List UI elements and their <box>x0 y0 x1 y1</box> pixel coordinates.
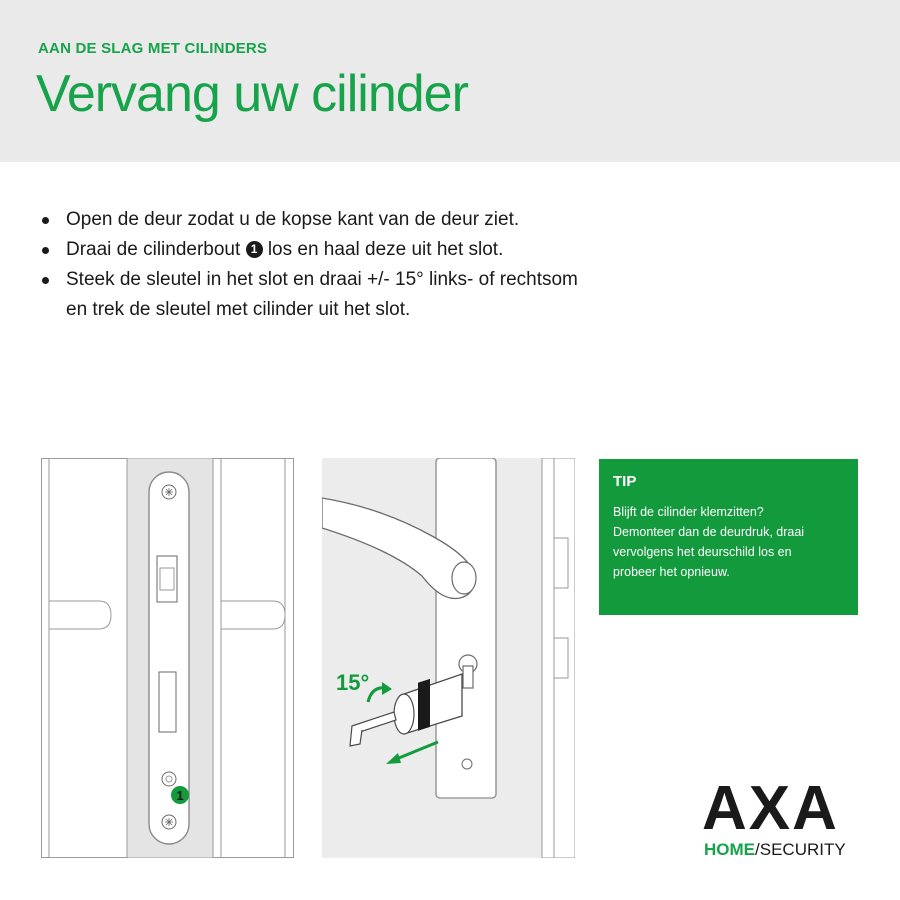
logo-security-text: SECURITY <box>759 840 846 859</box>
step-3-text-line1: Steek de sleutel in het slot en draai +/- 15° links- of rechtsom <box>66 269 578 290</box>
tip-box <box>599 459 858 615</box>
lock-faceplate-illustration <box>41 458 294 858</box>
tip-line: probeer het opnieuw. <box>613 565 730 579</box>
bolt-number-badge: 1 <box>246 241 263 258</box>
instruction-step-1 <box>42 205 682 235</box>
axa-logo <box>700 774 860 864</box>
rotation-angle-label: 15° <box>336 670 370 695</box>
step-2-text-start: Draai de cilinderbout <box>66 239 246 260</box>
logo-wordmark: AXA <box>702 774 839 843</box>
logo-tagline <box>704 840 846 860</box>
tip-line: Demonteer dan de deurdruk, draai <box>613 525 805 539</box>
section-kicker: AAN DE SLAG MET CILINDERS <box>38 40 268 57</box>
step-3-text-line2: en trek de sleutel met cilinder uit het slot. <box>66 299 411 320</box>
logo-home-text: HOME <box>704 840 755 859</box>
step-1-text: Open de deur zodat u de kopse kant van de deur ziet. <box>66 209 520 230</box>
cylinder-removal-illustration <box>322 458 575 858</box>
tip-heading: TIP <box>613 473 637 490</box>
tip-line: Blijft de cilinder klemzitten? <box>613 505 764 519</box>
page-title: Vervang uw cilinder <box>36 65 468 123</box>
instruction-step-2 <box>42 235 682 265</box>
step-2-text-end: los en haal deze uit het slot. <box>262 239 504 260</box>
instruction-step-3 <box>42 265 682 325</box>
logo-slash: / <box>755 840 760 859</box>
tip-line: vervolgens het deurschild los en <box>613 545 792 559</box>
bolt-marker-label: 1 <box>176 788 184 803</box>
instruction-list <box>42 205 682 325</box>
